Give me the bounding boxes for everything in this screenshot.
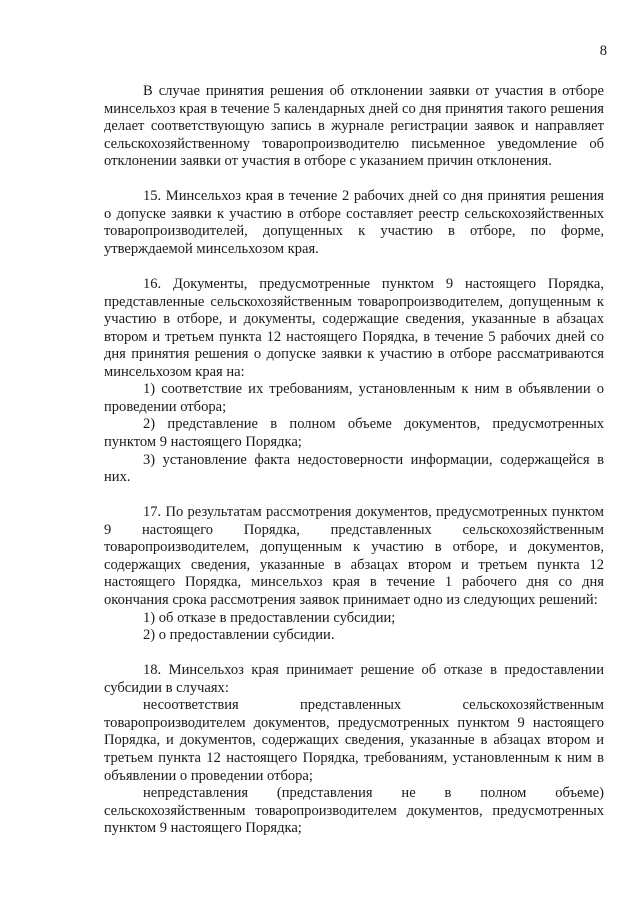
paragraph-item-16-sub-2: 2) представление в полном объеме документов, предусмотренных пунктом 9 настоящего Порядка;: [104, 416, 604, 451]
paragraph-item-16: 16. Документы, предусмотренные пунктом 9 настоящего Порядка, представленные сельскохозяйственным товаропроизводителем, допущенным к участию в отборе, и документы, содержащие сведения, указанные в абзацах втором и третьем пункта 12 настоящего Порядка, в течение 5 рабочих дней со дня принятия решения о допуске заявки к участию в отборе рассматриваются минсельхозом края на:: [104, 276, 604, 380]
paragraph-item-17-sub-2: 2) о предоставлении субсидии.: [143, 627, 335, 644]
paragraph-item-18-case-2: непредставления (представления не в полном объеме) сельскохозяйственным товаропроизводителем документов, предусмотренных пунктом 9 настоящего Порядка;: [104, 785, 604, 837]
paragraph-rejection-notice: В случае принятия решения об отклонении заявки от участия в отборе минсельхоз края в течение 5 календарных дней со дня принятия такого решения делает соответствующую запись в журнале регистрации заявок и направляет сельскохозяйственному товаропроизводителю письменное уведомление об отклонении заявки от участия в отборе с указанием причин отклонения.: [104, 83, 604, 170]
paragraph-item-15: 15. Минсельхоз края в течение 2 рабочих дней со дня принятия решения о допуске заявки к участию в отборе составляет реестр сельскохозяйственных товаропроизводителей, допущенных к участию в отборе, по форме, утверждаемой минсельхозом края.: [104, 188, 604, 257]
document-body: [104, 83, 604, 838]
paragraph-item-16-sub-3: 3) установление факта недостоверности информации, содержащейся в них.: [104, 451, 604, 486]
paragraph-item-16-sub-1: 1) соответствие их требованиям, установленным к ним в объявлении о проведении отбора;: [104, 381, 604, 415]
paragraph-item-17-sub-1: 1) об отказе в предоставлении субсидии;: [143, 609, 396, 626]
paragraph-item-18-case-1: несоответствия представленных сельскохозяйственным товаропроизводителем документов, предусмотренных пунктом 9 настоящего Порядка, и документов, содержащих сведения, указанные в абзацах втором и третьем пункта 12 настоящего Порядка, требованиям, установленным к ним в объявлении о проведении отбора;: [104, 697, 604, 784]
paragraph-item-18: 18. Минсельхоз края принимает решение об отказе в предоставлении субсидии в случаях:: [104, 662, 604, 696]
page-number: 8: [599, 43, 607, 59]
paragraph-item-17: 17. По результатам рассмотрения документов, предусмотренных пунктом 9 настоящего Порядка, представленных сельскохозяйственным товаропроизводителем, допущенным к участию в отборе, и документов, содержащих сведения, указанные в абзацах втором и третьем пункта 12 настоящего Порядка, минсельхоз края в течение 1 рабочего дня со дня окончания срока рассмотрения заявок принимает одно из следующих решений:: [104, 504, 604, 608]
